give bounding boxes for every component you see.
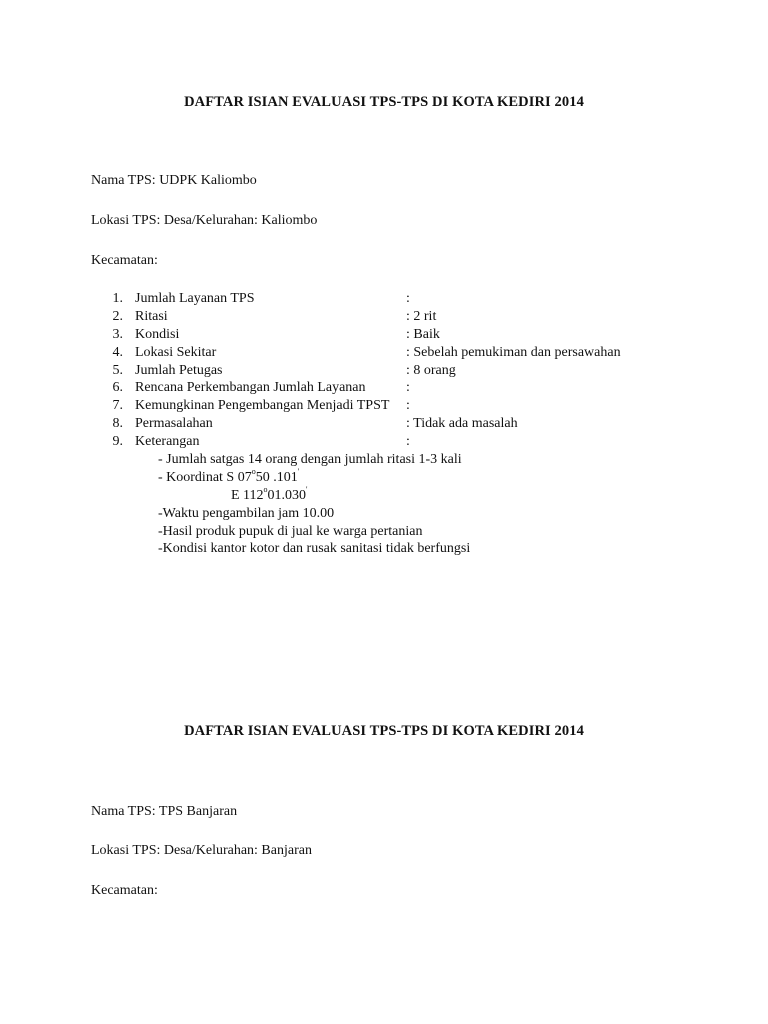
note-waktu: -Waktu pengambilan jam 10.00	[158, 505, 335, 521]
minute-symbol: '	[306, 484, 308, 494]
item-label: Rencana Perkembangan Jumlah Layanan	[135, 380, 366, 396]
note-hasil: -Hasil produk pupuk di jual ke warga pertanian	[158, 523, 423, 539]
list-item	[91, 415, 711, 433]
kecamatan: Kecamatan:	[91, 253, 158, 268]
item-label: Jumlah Layanan TPS	[135, 291, 255, 306]
item-label: Kondisi	[135, 326, 180, 342]
list-item	[91, 290, 711, 308]
list-item	[91, 326, 711, 344]
lokasi-tps: Lokasi TPS: Desa/Kelurahan: Banjaran	[91, 843, 312, 858]
document-title: DAFTAR ISIAN EVALUASI TPS-TPS DI KOTA KEDIRI 2014	[184, 94, 584, 110]
degree-symbol: o	[251, 466, 256, 476]
list-item	[91, 362, 711, 380]
evaluation-list	[91, 290, 711, 451]
item-value: : Tidak ada masalah	[406, 416, 518, 432]
item-number: 6.	[112, 380, 123, 396]
item-number: 8.	[112, 416, 123, 432]
item-value: : 8 orang	[406, 362, 456, 378]
item-label: Keterangan	[135, 434, 200, 450]
minute-symbol: '	[297, 466, 300, 476]
document-title: DAFTAR ISIAN EVALUASI TPS-TPS DI KOTA KEDIRI 2014	[184, 723, 584, 739]
item-number: 9.	[112, 434, 123, 450]
item-number: 3.	[112, 326, 123, 342]
item-value: : 2 rit	[406, 308, 437, 324]
koordinat-s-value: 50 .101	[255, 469, 298, 485]
list-item	[91, 344, 711, 362]
item-value: :	[406, 398, 410, 414]
item-label: Permasalahan	[135, 416, 213, 432]
nama-tps: Nama TPS: TPS Banjaran	[91, 804, 238, 819]
item-number: 2.	[112, 308, 123, 324]
item-value: :	[406, 434, 410, 450]
keterangan-notes	[158, 451, 470, 558]
list-item	[91, 308, 711, 326]
nama-tps: Nama TPS: UDPK Kaliombo	[91, 173, 257, 188]
koordinat-e-value: 01.030	[267, 487, 307, 503]
item-number: 1.	[112, 291, 123, 306]
item-value: : Sebelah pemukiman dan persawahan	[406, 344, 621, 360]
degree-symbol: o	[263, 484, 268, 494]
list-item	[91, 379, 711, 397]
item-value: : Baik	[406, 326, 440, 342]
item-label: Jumlah Petugas	[135, 362, 223, 378]
list-item	[91, 433, 711, 451]
item-value: :	[406, 380, 410, 396]
note-kondisi-kantor: -Kondisi kantor kotor dan rusak sanitasi tidak berfungsi	[158, 541, 471, 557]
note-koordinat-s	[158, 466, 470, 487]
koordinat-s-prefix: - Koordinat S 07	[158, 469, 252, 485]
list-item	[91, 397, 711, 415]
item-number: 5.	[112, 362, 123, 378]
note-satgas: - Jumlah satgas 14 orang dengan jumlah ritasi 1-3 kali	[158, 452, 462, 467]
item-label: Lokasi Sekitar	[135, 344, 217, 360]
item-label: Kemungkinan Pengembangan Menjadi TPST	[135, 398, 390, 414]
kecamatan: Kecamatan:	[91, 883, 158, 898]
item-value: :	[406, 291, 410, 306]
item-label: Ritasi	[135, 308, 168, 324]
item-number: 7.	[112, 398, 123, 414]
koordinat-e-prefix: E 112	[231, 487, 264, 503]
lokasi-tps: Lokasi TPS: Desa/Kelurahan: Kaliombo	[91, 213, 318, 228]
note-koordinat-e	[158, 484, 470, 505]
item-number: 4.	[112, 344, 123, 360]
